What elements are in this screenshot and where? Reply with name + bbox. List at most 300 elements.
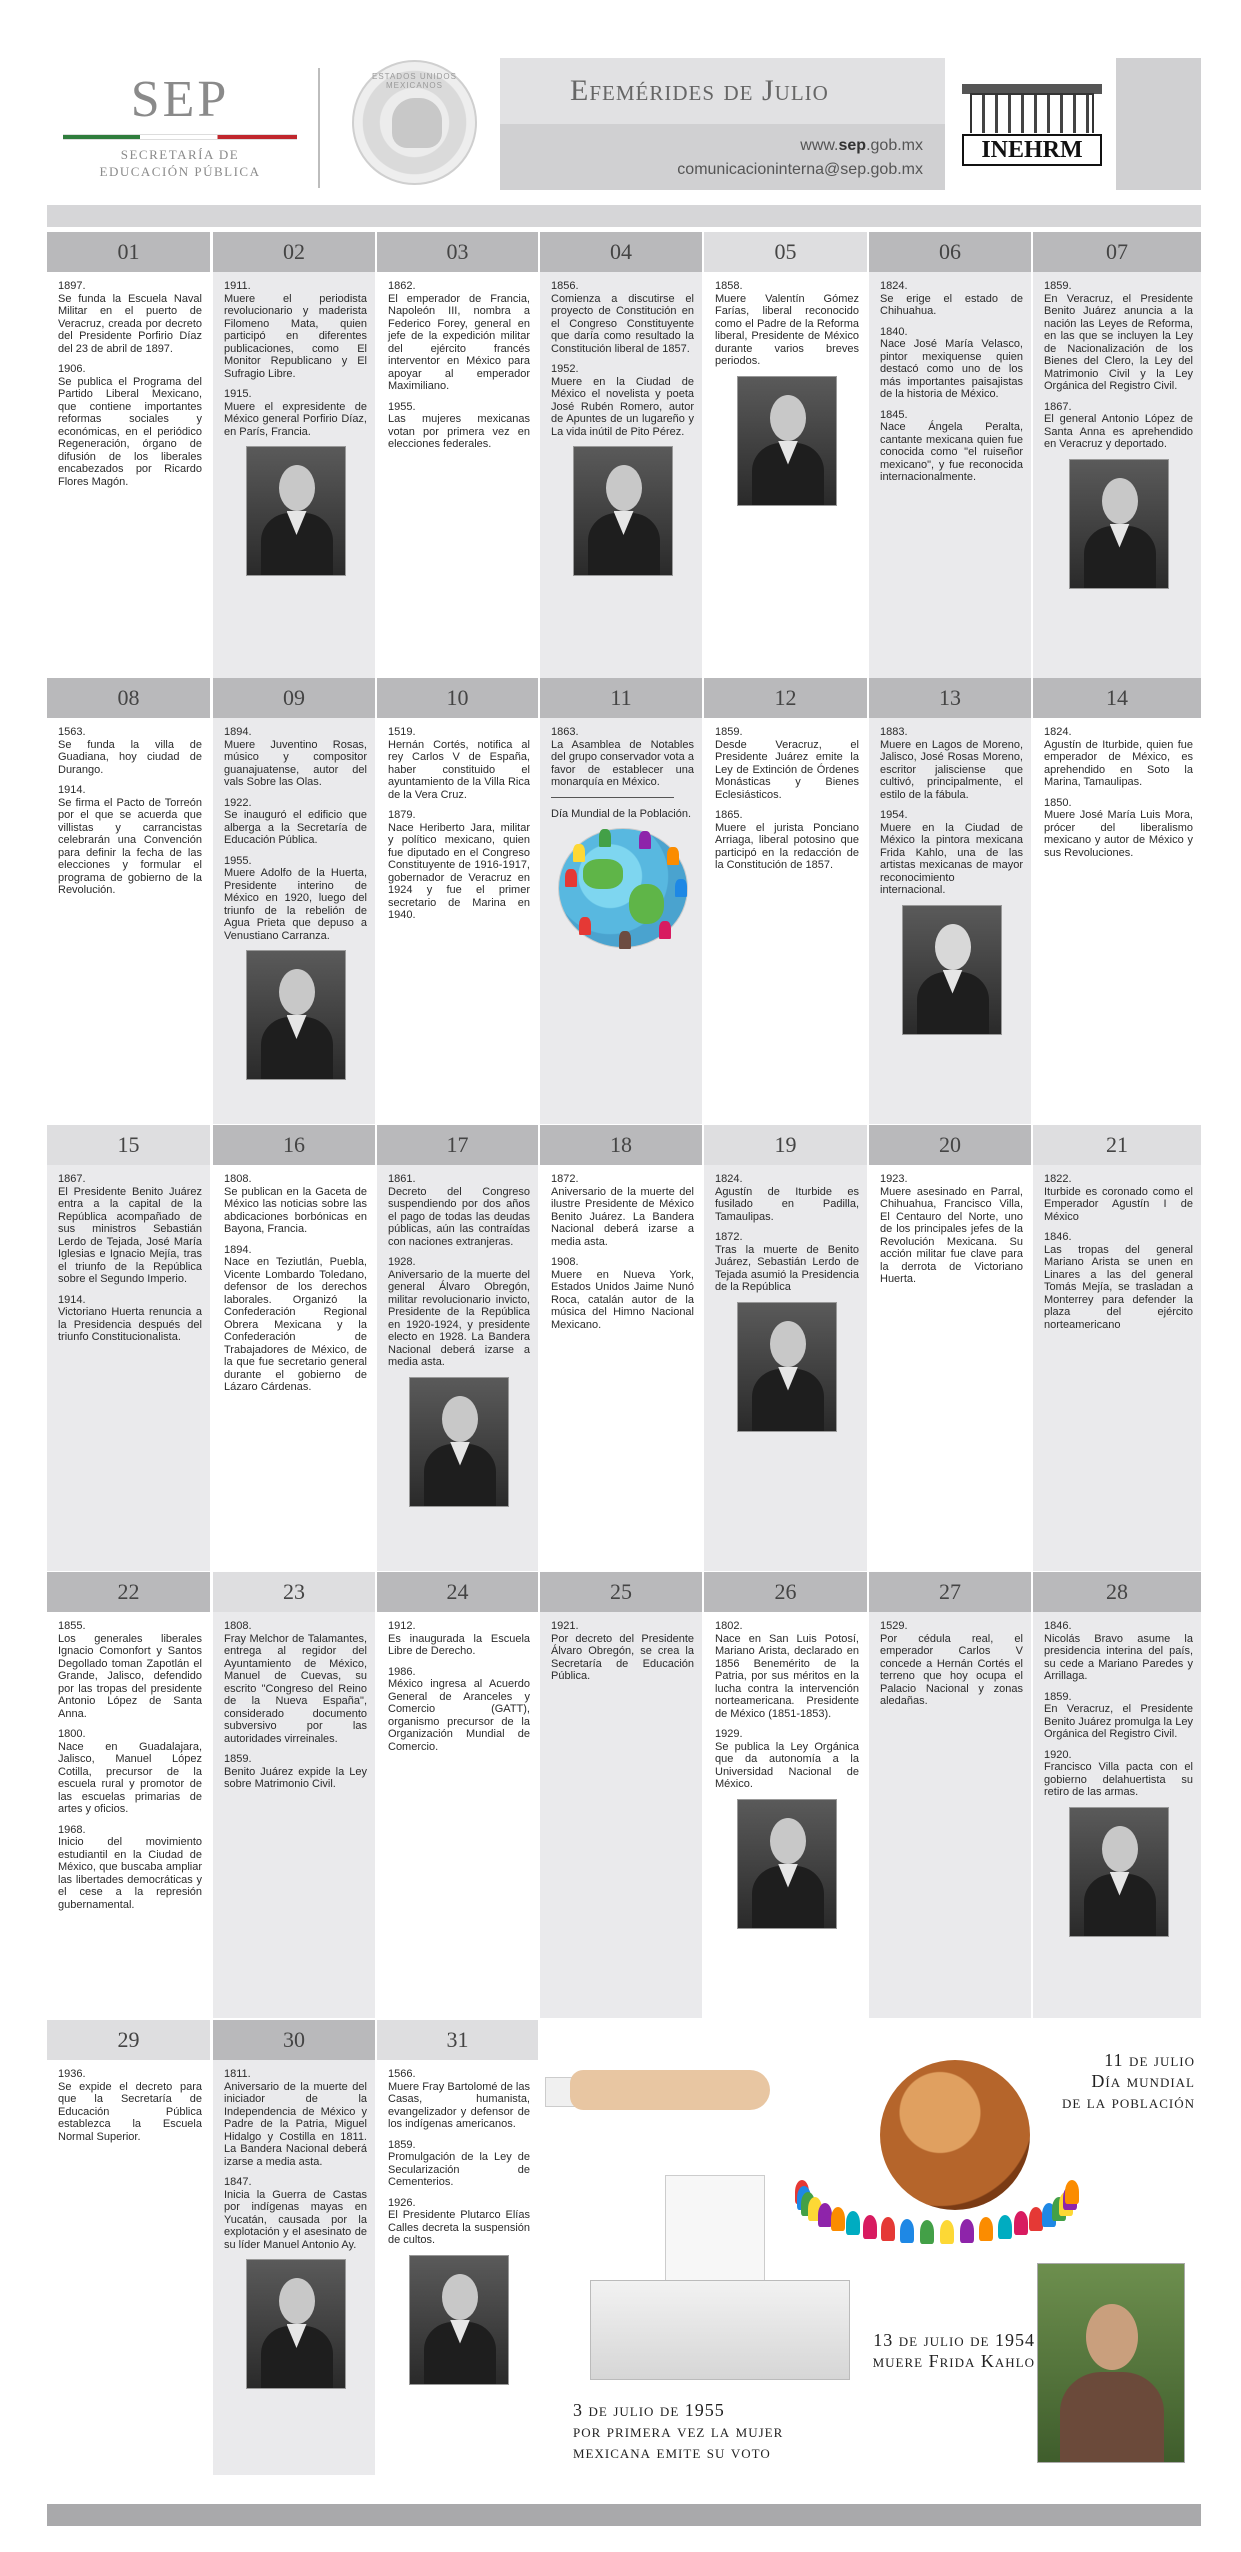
day-events	[540, 1165, 702, 1571]
day-events	[377, 272, 538, 678]
event-year: 1908.	[551, 1256, 579, 1268]
day-cell-05	[704, 232, 867, 678]
event-year: 1850.	[1044, 796, 1072, 809]
day-number: 14	[1033, 678, 1201, 718]
bottom-bar	[47, 2504, 1201, 2526]
event-item	[880, 809, 1023, 897]
event-text: El general Antonio López de Santa Anna es aprehendido en Veracruz y deportado.	[1044, 413, 1193, 450]
event-year: 1808.	[224, 1620, 252, 1632]
caption-day-3	[573, 2400, 873, 2463]
pawn-icon	[920, 2220, 934, 2244]
day-number: 28	[1033, 1572, 1201, 1612]
event-text: Muere Juventino Rosas, músico y compositor guanajuatense, autor del vals Sobre las Olas.	[224, 738, 367, 788]
event-year: 1894.	[224, 726, 252, 738]
event-year: 1867.	[1044, 400, 1072, 413]
day-cell-06	[869, 232, 1031, 678]
day-number: 09	[213, 678, 375, 718]
event-item	[58, 1620, 202, 1720]
event-year: 1865.	[715, 809, 743, 821]
portrait-head	[770, 1818, 806, 1864]
website-link[interactable]	[800, 137, 923, 155]
day-number: 17	[377, 1125, 538, 1165]
portrait-body	[1060, 2372, 1164, 2463]
event-item	[1044, 1231, 1193, 1331]
portrait-head	[1102, 1826, 1138, 1872]
event-item	[58, 1824, 202, 1912]
event-year: 1952.	[551, 363, 579, 375]
day-number: 24	[377, 1572, 538, 1612]
event-item	[58, 784, 202, 897]
event-text: Nace en Guadalajara, Jalisco, Manuel López Cotilla, precursor de la escuela rural y promotor de las escuelas primarias de artes y oficios.	[58, 1740, 202, 1815]
event-item	[551, 363, 694, 438]
day-cell-15	[47, 1125, 210, 1571]
event-text: Se publican en la Gaceta de México las noticias sobre las abdicaciones borbónicas en Bayona, Francia.	[224, 1185, 367, 1235]
event-item	[58, 726, 202, 776]
event-text: Se erige el estado de Chihuahua.	[880, 292, 1023, 317]
event-item	[58, 2068, 202, 2143]
caption-11-line3: de la población	[1061, 2092, 1195, 2112]
event-text: Es inaugurada la Escuela Libre de Derecho.	[388, 1632, 530, 1657]
event-text: Desde Veracruz, el Presidente Juárez emite la Ley de Extinción de Órdenes Monásticas y Bienes Eclesiásticos.	[715, 738, 859, 801]
event-text: Por decreto del Presidente Álvaro Obregón, se crea la Secretaría de Educación Pública.	[551, 1632, 694, 1682]
day-cell-22	[47, 1572, 210, 2018]
portrait-head	[279, 969, 315, 1015]
event-text: Se publica el Programa del Partido Liberal Mexicano, que contiene importantes reformas sociales y económicas, en el periódico Regeneración, órgano de difusión de los liberales encabezados por Ricardo Flores Magón.	[58, 375, 202, 488]
pawn-icon	[979, 2217, 993, 2241]
event-text: Nace en San Luis Potosí, Mariano Arista, declarado en 1856 Benemérito de la Patria, por sus méritos en la lucha contra la intervención norteamericana. Presidente de México (1851-1853).	[715, 1632, 859, 1720]
day-events	[213, 2060, 375, 2475]
title-banner	[500, 58, 945, 124]
event-year: 1824.	[1044, 726, 1072, 738]
event-text: Nace Heriberto Jara, militar y político mexicano, quien fue diputado en el Congreso Constituyente de 1916-1917, gobernador de Veracruz en 1924 y fue el primer secretario de Marina en 1940.	[388, 821, 530, 921]
sep-logo-line2: EDUCACIÓN PÚBLICA	[99, 164, 261, 179]
day-cell-14	[1033, 678, 1201, 1124]
event-text: El emperador de Francia, Napoleón III, nombra a Federico Forey, general en jefe de la expedición militar del ejército francés interventor en México para apoyar al emperador Maximiliano.	[388, 292, 530, 392]
day-number: 06	[869, 232, 1031, 272]
pawn-icon	[1029, 2207, 1043, 2231]
event-text: Comienza a discutirse el proyecto de Constitución en el Congreso Constituyente que daría como resultado la Constitución liberal de 1857.	[551, 292, 694, 355]
day-events	[377, 2060, 538, 2475]
event-year: 1914.	[58, 784, 86, 796]
event-item	[58, 1173, 202, 1286]
event-item	[224, 1173, 367, 1236]
event-text: Se expide el decreto para que la Secretaría de Educación Pública establezca la Escuela Normal Superior.	[58, 2080, 202, 2143]
event-item	[224, 797, 367, 847]
event-text: El Presidente Plutarco Elías Calles decreta la suspensión de cultos.	[388, 2209, 530, 2246]
day-cell-01	[47, 232, 210, 678]
event-item	[388, 1620, 530, 1658]
day-number: 12	[704, 678, 867, 718]
day-cell-19	[704, 1125, 867, 1571]
event-text: Nicolás Bravo asume la presidencia interina del país, su cede a Mariano Paredes y Arrillaga.	[1044, 1632, 1193, 1682]
day-number: 01	[47, 232, 210, 272]
event-year: 1859.	[715, 726, 743, 738]
caption-3-line1: 3 de julio de 1955	[573, 2400, 725, 2420]
event-item	[551, 1173, 694, 1248]
day-cell-25	[540, 1572, 702, 2018]
event-year: 1847.	[224, 2176, 252, 2188]
day-cell-13	[869, 678, 1031, 1124]
portrait-photo	[573, 446, 673, 576]
sep-logo-flag-rule	[63, 134, 297, 140]
event-item	[1044, 1749, 1193, 1799]
event-item	[388, 2197, 530, 2247]
portrait-head	[442, 2274, 478, 2320]
event-year: 1872.	[551, 1173, 579, 1185]
event-item	[224, 1620, 367, 1745]
event-text: Agustín de Iturbide, quien fue emperador de México, es aprehendido en Soto la Marina, Tamaulipas.	[1044, 738, 1193, 788]
event-item	[224, 388, 367, 438]
event-item	[58, 280, 202, 355]
event-item	[224, 2176, 367, 2251]
day-number: 31	[377, 2020, 538, 2060]
event-year: 1840.	[880, 325, 908, 338]
event-year: 1859.	[388, 2138, 416, 2151]
day-events	[47, 2060, 210, 2475]
day-events	[213, 718, 375, 1124]
event-text: Las mujeres mexicanas votan por primera vez en elecciones federales.	[388, 413, 530, 450]
event-text: Las tropas del general Mariano Arista se unen en Linares a las del general Tomás Mejía, se trasladan a Monterrey para defender la plaza del ejército norteamericano	[1044, 1243, 1193, 1331]
portrait-photo	[409, 2255, 509, 2385]
event-year: 1955.	[388, 400, 416, 413]
caption-day-11	[940, 2050, 1195, 2113]
event-text: Francisco Villa pacta con el gobierno delahuertista su retiro de las armas.	[1044, 1761, 1193, 1798]
pawn-icon	[846, 2211, 860, 2235]
event-text: Día Mundial de la Población.	[551, 807, 692, 820]
event-year: 1897.	[58, 280, 86, 292]
event-year: 1968.	[58, 1823, 86, 1836]
day-number: 11	[540, 678, 702, 718]
day-number: 04	[540, 232, 702, 272]
portrait-photo	[246, 950, 346, 1080]
event-item	[388, 809, 530, 922]
day-events	[704, 1165, 867, 1571]
website-prefix: www.	[800, 137, 839, 154]
globe-land	[583, 859, 623, 889]
event-text: Se funda la villa de Guadiana, hoy ciudad de Durango.	[58, 738, 202, 776]
day-number: 02	[213, 232, 375, 272]
event-item	[388, 280, 530, 393]
person-figure-icon	[619, 931, 631, 949]
day-number: 25	[540, 1572, 702, 1612]
event-item	[715, 1620, 859, 1720]
event-text: Iturbide es coronado como el Emperador Agustín I de México	[1044, 1185, 1193, 1223]
pawn-icon	[900, 2219, 914, 2243]
day-cell-23	[213, 1572, 375, 2018]
day-number: 16	[213, 1125, 375, 1165]
event-item	[551, 1620, 694, 1683]
sep-logo	[55, 70, 305, 200]
event-text: Aniversario de la muerte del iniciador de la Independencia de México y Padre de la Patria, Miguel Hidalgo y Costilla en 1811. La Bandera Nacional deberá izarse a media asta.	[224, 2080, 367, 2168]
ballot-box-icon	[590, 2280, 850, 2380]
event-text: Decreto del Congreso suspendiendo por dos años el pago de todas las deudas públicas, aún las contraídas con naciones extranjeras.	[388, 1185, 530, 1248]
day-cell-27	[869, 1572, 1031, 2018]
event-year: 1862.	[388, 280, 416, 292]
caption-3-line2: por primera vez la mujer	[573, 2421, 784, 2441]
day-number: 26	[704, 1572, 867, 1612]
event-text: Tras la muerte de Benito Juárez, Sebastián Lerdo de Tejada asumió la Presidencia de la República	[715, 1243, 859, 1293]
event-item	[551, 726, 694, 789]
pawn-icon	[1065, 2180, 1079, 2204]
eagle-icon	[392, 98, 442, 148]
event-item	[58, 363, 202, 488]
day-number: 21	[1033, 1125, 1201, 1165]
event-item	[388, 726, 530, 801]
email-link[interactable]: comunicacioninterna@sep.gob.mx	[677, 161, 923, 178]
day-events	[1033, 272, 1201, 678]
day-number: 15	[47, 1125, 210, 1165]
event-text: Nace José María Velasco, pintor mexiquense quien destacó como uno de los más importantes paisajistas de la historia de México.	[880, 338, 1023, 400]
person-figure-icon	[659, 921, 671, 939]
event-text: México ingresa al Acuerdo General de Aranceles y Comercio (GATT), organismo precursor de la Organización Mundial de Comercio.	[388, 1678, 530, 1753]
day-events	[47, 718, 210, 1124]
day-number: 18	[540, 1125, 702, 1165]
event-item	[1044, 1620, 1193, 1683]
event-year: 1859.	[1044, 280, 1072, 292]
website-suffix: .gob.mx	[866, 137, 923, 154]
day-cell-20	[869, 1125, 1031, 1571]
event-year: 1911.	[224, 280, 251, 292]
event-year: 1923.	[880, 1173, 908, 1185]
world-population-icon	[558, 828, 688, 948]
day-events	[377, 1165, 538, 1571]
event-year: 1906.	[58, 363, 86, 375]
day-events	[704, 1612, 867, 2018]
event-item	[880, 409, 1023, 484]
event-year: 1856.	[551, 280, 579, 292]
event-text: Aniversario de la muerte del ilustre Presidente de México Benito Juárez. La Bandera Nacional deberá izarse a media asta.	[551, 1185, 694, 1248]
event-year: 1986.	[388, 1665, 416, 1678]
event-text: Muere asesinado en Parral, Chihuahua, Francisco Villa, El Centauro del Norte, uno de los principales jefes de la Revolución Mexicana. Su acción militar fue clave para la derrota de Victoriano Huerta.	[880, 1185, 1023, 1285]
portrait-head	[1102, 478, 1138, 524]
event-item	[1044, 797, 1193, 860]
day-cell-07	[1033, 232, 1201, 678]
day-events	[213, 1612, 375, 2018]
day-events	[869, 1165, 1031, 1571]
portrait-head	[279, 465, 315, 511]
event-text: En Veracruz, el Presidente Benito Juárez promulga la Ley Orgánica del Registro Civil.	[1044, 1703, 1193, 1740]
portrait-head	[1086, 2304, 1138, 2370]
event-year: 1926.	[388, 2196, 416, 2209]
page-title: Efemérides de Julio	[570, 74, 829, 107]
event-year: 1563.	[58, 726, 86, 738]
day-events	[1033, 718, 1201, 1124]
sep-logo-line1: SECRETARÍA DE	[120, 147, 240, 162]
event-text: El Presidente Benito Juárez entra a la capital de la República acompañado de sus ministros Sebastián Lerdo de Tejada, José María Iglesias e Ignacio Mejía, tras el triunfo de la República sobre el Segundo Imperio.	[58, 1185, 202, 1285]
portrait-photo	[1069, 459, 1169, 589]
event-item	[1044, 1173, 1193, 1223]
event-text: Nace en Teziutlán, Puebla, Vicente Lombardo Toledano, defensor de los derechos laborales. Organizó la Confederación Regional Obrera Mexicana y la Confederación de Trabajadores de México, de la que fue secretario general durante el gobierno de Lázaro Cárdenas.	[224, 1256, 367, 1393]
event-text: Se inauguró el edificio que alberga a la Secretaría de Educación Pública.	[224, 809, 367, 846]
event-text: Hernán Cortés, notifica al rey Carlos V de España, haber constituido el ayuntamiento de la Villa Rica de la Vera Cruz.	[388, 738, 530, 801]
event-text: Muere el expresidente de México general Porfirio Díaz, en París, Francia.	[224, 400, 367, 438]
event-year: 1914.	[58, 1293, 86, 1306]
event-item	[388, 401, 530, 451]
day-cell-09	[213, 678, 375, 1124]
pawn-icon	[998, 2215, 1012, 2239]
day-cell-29	[47, 2020, 210, 2475]
day-events	[47, 1612, 210, 2018]
event-item	[715, 1231, 859, 1294]
event-text: Muere en Nueva York, Estados Unidos Jaime Nunó Roca, catalán autor de la música del Himno Nacional Mexicano.	[551, 1268, 694, 1331]
event-item	[880, 1620, 1023, 1708]
portrait-photo	[246, 446, 346, 576]
day-events	[540, 718, 702, 1124]
event-text: Muere el jurista Ponciano Arriaga, liberal potosino que participó en la redacción de la Constitución de 1857.	[715, 821, 859, 871]
event-item	[58, 1728, 202, 1816]
event-text: Se funda la Escuela Naval Militar en el puerto de Veracruz, creada por decreto del Presidente Porfirio Díaz del 23 de abril de 1897.	[58, 292, 202, 355]
event-item	[224, 855, 367, 943]
portrait-head	[279, 2278, 315, 2324]
event-text: Muere José María Luis Mora, prócer del liberalismo mexicano y autor de México y sus Revoluciones.	[1044, 809, 1193, 859]
event-text: La Asamblea de Notables del grupo conservador vota a favor de establecer una monarquía en México.	[551, 738, 694, 788]
day-number: 20	[869, 1125, 1031, 1165]
event-year: 1955.	[224, 854, 252, 867]
person-figure-icon	[565, 869, 577, 887]
day-events	[213, 1165, 375, 1571]
frida-kahlo-portrait	[1037, 2263, 1185, 2463]
day-events	[377, 1612, 538, 2018]
portrait-head	[935, 924, 971, 970]
day-events	[540, 272, 702, 678]
event-text: Promulgación de la Ley de Secularización de Cementerios.	[388, 2151, 530, 2188]
day-cell-30	[213, 2020, 375, 2475]
inehrm-building-icon	[970, 93, 1094, 133]
day-cell-28	[1033, 1572, 1201, 2018]
day-cell-12	[704, 678, 867, 1124]
event-year: 1846.	[1044, 1620, 1072, 1632]
day-events	[869, 272, 1031, 678]
event-year: 1859.	[1044, 1690, 1072, 1703]
event-item	[224, 280, 367, 380]
day-cell-16	[213, 1125, 375, 1571]
event-text: Muere Adolfo de la Huerta, Presidente interino de México en 1920, luego del triunfo de la rebelión de Agua Prieta que depuso a Venustiano Carranza.	[224, 867, 367, 942]
event-item	[58, 1294, 202, 1344]
event-text: Fray Melchor de Talamantes, entrega al regidor del Ayuntamiento de México, Manuel de Cuevas, su escrito "Congreso del Reino de la Nueva España", considerado documento subversivo por las autoridades virreinales.	[224, 1632, 367, 1745]
event-text: En Veracruz, el Presidente Benito Juárez anuncia a la nación las Leyes de Reforma, en las que se incluyen la Ley de Nacionalización de los Bienes del Clero, la Ley del Matrimonio Civil y la Ley Orgánica del Registro Civil.	[1044, 292, 1193, 392]
pawn-icon	[881, 2217, 895, 2241]
portrait-photo	[737, 1302, 837, 1432]
event-item	[715, 280, 859, 368]
day-cell-18	[540, 1125, 702, 1571]
event-item	[880, 326, 1023, 401]
event-item	[388, 1256, 530, 1369]
event-text: Muere en la Ciudad de México el novelista y poeta José Rubén Romero, autor de Apuntes de un lugareño y La vida inútil de Pito Pérez.	[551, 375, 694, 438]
day-events	[869, 1612, 1031, 2018]
event-year: 1922.	[224, 796, 252, 809]
day-cell-21	[1033, 1125, 1201, 1571]
portrait-photo	[737, 376, 837, 506]
day-number: 07	[1033, 232, 1201, 272]
day-events	[869, 718, 1031, 1124]
event-item	[1044, 401, 1193, 451]
pawn-icon	[1014, 2211, 1028, 2235]
day-events	[540, 1612, 702, 2018]
day-number: 22	[47, 1572, 210, 1612]
event-item	[1044, 280, 1193, 393]
event-year: 1929.	[715, 1728, 743, 1740]
day-cell-11	[540, 678, 702, 1124]
event-item	[224, 1753, 367, 1791]
event-item	[388, 1173, 530, 1248]
event-year: 1855.	[58, 1620, 86, 1632]
event-year: 1872.	[715, 1231, 743, 1243]
day-events	[1033, 1612, 1201, 2018]
event-item	[551, 1256, 694, 1331]
event-text: Muere el periodista revolucionario y maderista Filomeno Mata, quien participó en diferentes publicaciones, como El Monitor Republicano y El Sufragio Libre.	[224, 292, 367, 380]
event-year: 1824.	[715, 1173, 743, 1185]
header-right-strip	[1116, 58, 1201, 190]
pawn-icon	[940, 2220, 954, 2244]
event-item	[388, 1666, 530, 1754]
day-number: 10	[377, 678, 538, 718]
day-events	[704, 718, 867, 1124]
day-number: 03	[377, 232, 538, 272]
caption-3-line3: mexicana emite su voto	[573, 2442, 771, 2462]
national-seal-icon	[352, 60, 477, 185]
event-text: Inicio del movimiento estudiantil en la Ciudad de México, que buscaba ampliar las libertades democráticas y el cese a la represión gubernamental.	[58, 1836, 202, 1911]
event-text: Los generales liberales Ignacio Comonfort y Santos Degollado toman Zapotlán el Grande, Jalisco, defendido por las tropas del presidente Antonio López de Santa Anna.	[58, 1632, 202, 1720]
event-item	[388, 2139, 530, 2189]
event-item	[551, 280, 694, 355]
event-text: Benito Juárez expide la Ley sobre Matrimonio Civil.	[224, 1765, 367, 1790]
event-text: Se publica la Ley Orgánica que da autonomía a la Universidad Nacional de México.	[715, 1740, 859, 1790]
portrait-head	[442, 1396, 478, 1442]
event-text: Aniversario de la muerte del general Álvaro Obregón, militar revolucionario invicto, Presidente de la República en 1920-1924, y presidente electo en 1928. La Bandera Nacional deberá izarse a media asta.	[388, 1268, 530, 1368]
globe-land	[629, 884, 664, 924]
event-year: 1822.	[1044, 1173, 1072, 1185]
inehrm-logo	[948, 58, 1116, 190]
pawn-icon	[831, 2207, 845, 2231]
day-cell-26	[704, 1572, 867, 2018]
day-number: 19	[704, 1125, 867, 1165]
person-figure-icon	[675, 879, 687, 897]
portrait-head	[606, 465, 642, 511]
event-year: 1529.	[880, 1620, 908, 1632]
event-item	[880, 1173, 1023, 1286]
event-year: 1800.	[58, 1728, 86, 1740]
day-events	[47, 272, 210, 678]
event-text: Muere en Lagos de Moreno, Jalisco, José Rosas Moreno, escritor jalisciense que cultivó, principalmente, el estilo de la fábula.	[880, 738, 1023, 801]
event-text: Muere Fray Bartolomé de las Casas, humanista, evangelizador y defensor de los indígenas americanos.	[388, 2080, 530, 2130]
event-year: 1915.	[224, 388, 252, 400]
sep-logo-text: SEP	[130, 71, 230, 128]
event-item	[715, 809, 859, 872]
event-year: 1921.	[551, 1620, 579, 1632]
event-text: Inicia la Guerra de Castas por indígenas mayas en Yucatán, causada por la explotación y el asesinato de su líder Manuel Antonio Ay.	[224, 2188, 367, 2251]
event-year: 1846.	[1044, 1231, 1072, 1243]
person-figure-icon	[579, 917, 591, 935]
event-year: 1808.	[224, 1173, 252, 1185]
day-cell-08	[47, 678, 210, 1124]
day-cell-10	[377, 678, 538, 1124]
event-year: 1811.	[224, 2068, 251, 2080]
inehrm-logo-text: INEHRM	[962, 134, 1102, 166]
event-year: 1519.	[388, 726, 416, 738]
day-number: 29	[47, 2020, 210, 2060]
caption-day-13	[820, 2330, 1035, 2372]
separator-line	[551, 797, 674, 798]
seal-text: ESTADOS UNIDOS MEXICANOS	[372, 72, 457, 90]
header-divider	[318, 68, 320, 188]
hand-icon	[570, 2070, 770, 2110]
event-year: 1861.	[388, 1173, 416, 1185]
day-number: 05	[704, 232, 867, 272]
pawn-icon	[863, 2215, 877, 2239]
event-item	[224, 1244, 367, 1394]
event-year: 1879.	[388, 809, 416, 821]
event-item	[551, 808, 694, 821]
